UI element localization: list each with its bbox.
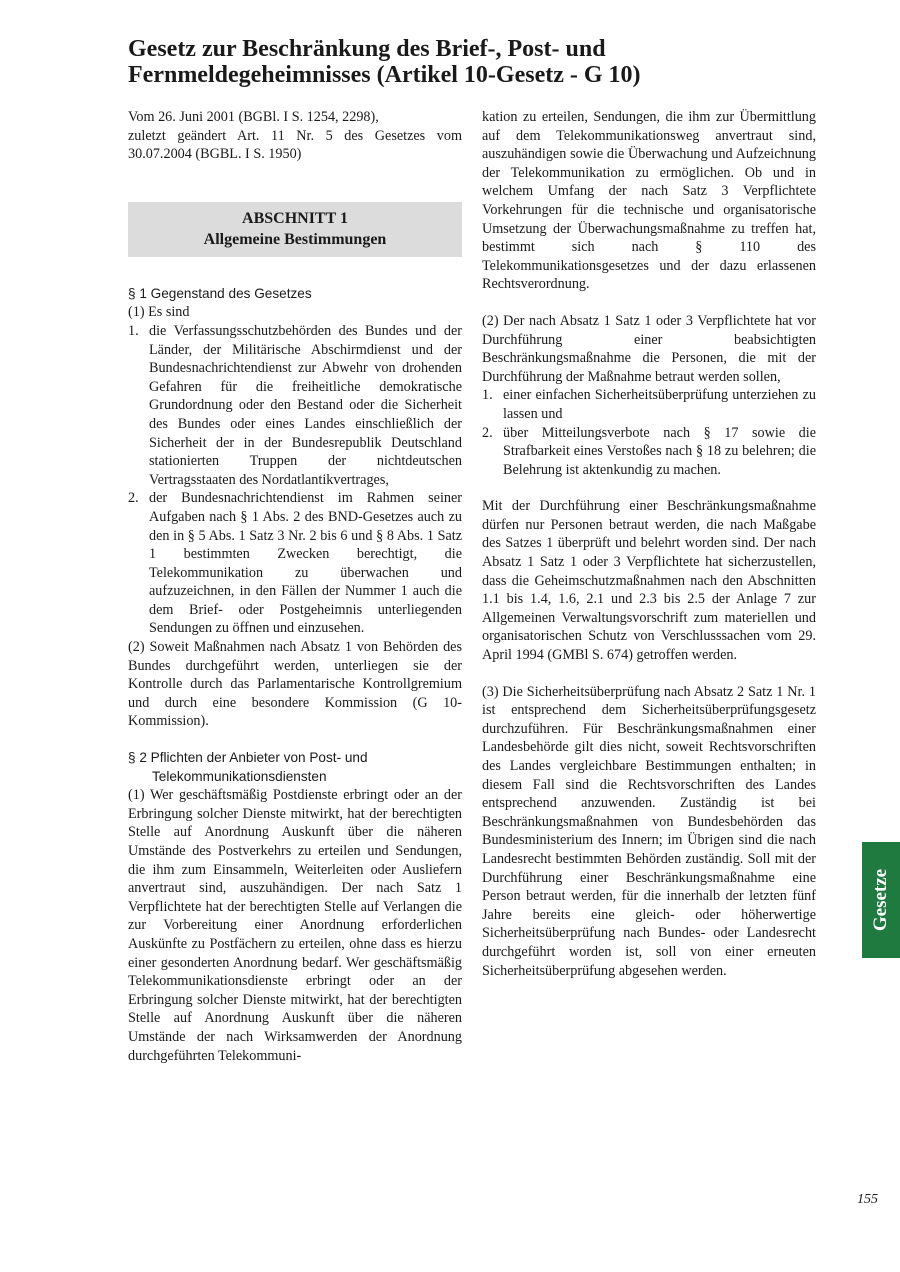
paragraph-heading-1: § 1 Gegenstand des Gesetzes [128,285,312,301]
publication-info-line: Vom 26. Juni 2001 (BGBl. I S. 1254, 2298), [128,109,379,125]
p2-abs2-continuation: Mit der Durchführung einer Beschränkungsmaßnahme dürfen nur Personen betraut werden, die nach Maßgabe des Satzes 1 überprüft und belehrt worden sind. Der nach Absatz 1 Satz 1 oder 3 Verpflichtete hat sicherzustellen, dass die Geheimschutzmaßnahmen nach den Abschnitten 1.1 bis 1.4, 1.6, 2.1 und 2.3 bis 2.5 der Anlage 7 zur Allgemeinen Verwaltungsvorschrift zum materiellen und organisatorischen Schutz von Verschlusssachen vom 29. April 1994 (GMBl S. 674) getroffen werden. [482,498,816,664]
list-item-number: 1. [482,387,493,404]
list-item-text: die Verfassungsschutzbehörden des Bundes und der Länder, der Militärische Abschirmdienst und der Bundesnachrichtendienst zur Abwehr von drohenden Gefahren für die freiheitliche demokratische Grundordnung oder den Bestand oder die Sicherheit des Bundes oder eines Landes einschließlich der Sicherheit der in der Bundesrepublik Deutschland stationierten Truppen der nichtdeutschen Vertragsstaaten des Nordatlantikvertrages, [149,322,462,488]
section-header-box [128,202,462,257]
p2-abs3: (3) Die Sicherheitsüberprüfung nach Absatz 2 Satz 1 Nr. 1 ist entsprechend dem Sicherheitsüberprüfungsgesetz durchzuführen. Für Beschränkungsmaßnahmen einer Landesbehörde gilt dies nicht, soweit Rechtsvorschriften des Landes vergleichbare Bestimmungen enthalten; in diesem Fall sind die Rechtsvorschriften des Landes entsprechend anzuwenden. Zuständig ist bei Beschränkungsmaßnahmen von Bundesbehörden das Bundesministerium des Innern; im Übrigen sind die nach Landesrecht bestimmten Behörden zuständig. Soll mit der Durchführung einer Beschränkungsmaßnahme eine Person betraut werden, für die innerhalb der letzten fünf Jahre bereits eine gleich- oder höherwertige Sicherheitsüberprüfung nach Bundes- oder Landesrecht durchgeführt worden ist, soll von einer erneuten Sicherheitsüberprüfung abgesehen werden. [482,683,816,979]
heading-line: § 2 Pflichten der Anbieter von Post- und [128,750,368,766]
p1-abs2: (2) Soweit Maßnahmen nach Absatz 1 von Behörden des Bundes durchgeführt werden, unterliegen sie der Kontrolle durch das Parlamentarische Kontrollgremium und durch eine besondere Kommission (G 10-Kommission). [128,639,462,730]
list-item-text: einer einfachen Sicherheitsüberprüfung unterziehen zu lassen und [503,387,816,422]
list-item-number: 2. [482,424,493,441]
page-number: 155 [857,1192,878,1207]
p2-abs1-part1: (1) Wer geschäftsmäßig Postdienste erbringt oder an der Erbringung solcher Dienste mitwirkt, hat der berechtigten Stelle auf Anordnung Auskunft über die näheren Umstände des Postverkehrs zu erteilen und Sendungen, die ihm zum Einsammeln, Weiterleiten oder Ausliefern anvertraut sind, auszuhändigen. Der nach Satz 1 Verpflichtete hat der berechtigten Stelle auf Verlangen die zur Vorbereitung einer Anordnung erforderlichen Auskünfte zu Postfächern zu erteilen, ohne dass es hierzu einer gesonderten Anordnung bedarf. Wer geschäftsmäßig Telekommunikationsdienste erbringt oder an der Erbringung solcher Dienste mitwirkt, hat der berechtigten Stelle auf Anordnung Auskunft über die näheren Umstände der nach Wirksamwerden der Anordnung durchgeführten Telekommuni- [128,787,462,1064]
p2-abs1-part2: kation zu erteilen, Sendungen, die ihm zur Übermittlung auf dem Telekommunikationsweg anvertraut sind, auszuhändigen sowie die Überwachung und Aufzeichnung der Telekommunikation zu ermöglichen. Ob und in welchem Umfang der nach Satz 3 Verpflichtete Vorkehrungen für die technische und organisatorische Umsetzung der Überwachungsmaßnahme zu treffen hat, bestimmt sich nach § 110 des Telekommunikationsgesetzes und der dazu erlassenen Rechtsverordnung. [482,109,816,293]
heading-line: Telekommunikationsdiensten [152,768,327,784]
list-item-number: 2. [128,490,139,507]
list-item [482,386,816,423]
title-line-2: Fernmeldegeheimnisses (Artikel 10-Gesetz - G 10) [128,62,641,88]
publication-info-line: 30.07.2004 (BGBL. I S. 1950) [128,146,302,163]
list-item-text: über Mitteilungsverbote nach § 17 sowie die Strafbarkeit eines Verstoßes nach § 18 zu belehren; die Belehrung ist aktenkundig zu machen. [503,424,816,478]
list-item [128,489,462,638]
title-line-1: Gesetz zur Beschränkung des Brief-, Post- und [128,36,606,62]
publication-info [128,108,462,164]
list-item [128,322,462,489]
p2-abs2-list [482,386,816,479]
p1-list [128,322,462,638]
side-tab-label: Gesetze [870,868,892,932]
paragraph-heading-2 [128,749,462,786]
section-subtitle: Allgemeine Bestimmungen [203,230,387,248]
publication-info-line: zuletzt geändert Art. 11 Nr. 5 des Gesetzes vom [128,127,462,144]
p2-abs2-intro: (2) Der nach Absatz 1 Satz 1 oder 3 Verpflichtete hat vor Durchführung einer beabsichtigten Beschränkungsmaßnahme die Personen, die mit der Durchführung der Maßnahme betraut werden sollen, [482,312,816,385]
section-label: ABSCHNITT 1 [242,209,348,227]
list-item [482,424,816,480]
section-side-tab [862,842,900,958]
list-item-text: der Bundesnachrichtendienst im Rahmen seiner Aufgaben nach § 1 Abs. 2 des BND-Gesetzes auch zu den in § 5 Abs. 1 Satz 3 Nr. 2 bis 6 und § 8 Abs. 1 Satz 1 bestimmten Zwecken berechtigt, die Telekommunikation zu überwachen und aufzuzeichnen, in den Fällen der Nummer 1 auch die dem Brief- oder Postgeheimnis unterliegenden Sendungen zu öffnen und einzusehen. [149,490,462,637]
list-item-number: 1. [128,322,139,339]
page-title [128,36,808,88]
right-column [482,108,816,980]
left-column [128,108,462,1065]
p1-intro: (1) Es sind [128,304,190,321]
